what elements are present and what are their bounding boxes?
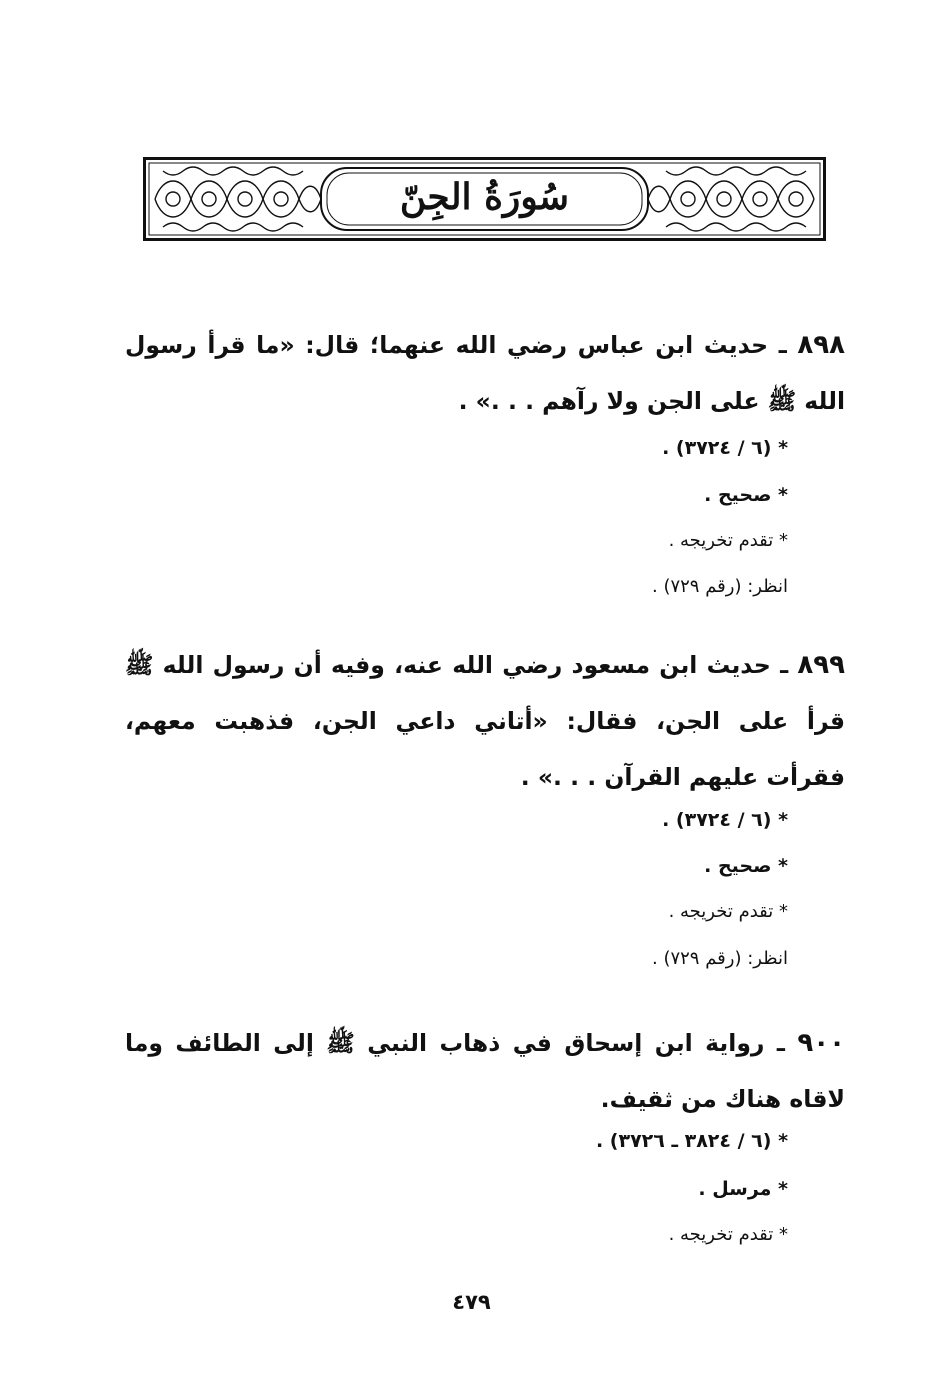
takhrij-line: * تقدم تخريجه . [668, 901, 788, 922]
surah-title-frame [143, 157, 826, 241]
entry-text: ـ رواية ابن إسحاق في ذهاب النبي ﷺ إلى الطائف وما لاقاه هناك من ثقيف. [125, 1029, 845, 1113]
page-number: ٤٧٩ [452, 1290, 491, 1314]
grading-line: * صحيح . [704, 855, 788, 877]
entry-number: ٨٩٩ [797, 650, 845, 680]
hadith-entry-899 [125, 637, 845, 805]
takhrij-line: * تقدم تخريجه . [668, 1224, 788, 1245]
reference-line: * (٦ / ٣٧٢٤) . [662, 809, 788, 831]
grading-line: * صحيح . [704, 484, 788, 506]
grading-line: * مرسل . [698, 1178, 788, 1200]
reference-line: * (٦ / ٣٨٢٤ ـ ٣٧٢٦) . [595, 1130, 788, 1152]
hadith-entry-898 [125, 317, 845, 429]
entry-text: ـ حديث ابن مسعود رضي الله عنه، وفيه أن رسول الله ﷺ قرأ على الجن، فقال: «أتاني داعي الجن، فذهبت معهم، فقرأت عليهم القرآن . . .» . [125, 651, 845, 791]
entry-text: ـ حديث ابن عباس رضي الله عنهما؛ قال: «ما قرأ رسول الله ﷺ على الجن ولا رآهم . . .» . [125, 331, 845, 415]
reference-line: * (٦ / ٣٧٢٤) . [662, 437, 788, 459]
surah-title: سُورَةُ الجِنّ [399, 176, 570, 218]
entry-number: ٩٠٠ [797, 1028, 845, 1058]
see-also-line: انظر: (رقم ٧٢٩) . [652, 948, 788, 969]
takhrij-line: * تقدم تخريجه . [668, 530, 788, 551]
hadith-entry-900 [125, 1015, 845, 1127]
entry-number: ٨٩٨ [797, 330, 845, 360]
see-also-line: انظر: (رقم ٧٢٩) . [652, 576, 788, 597]
